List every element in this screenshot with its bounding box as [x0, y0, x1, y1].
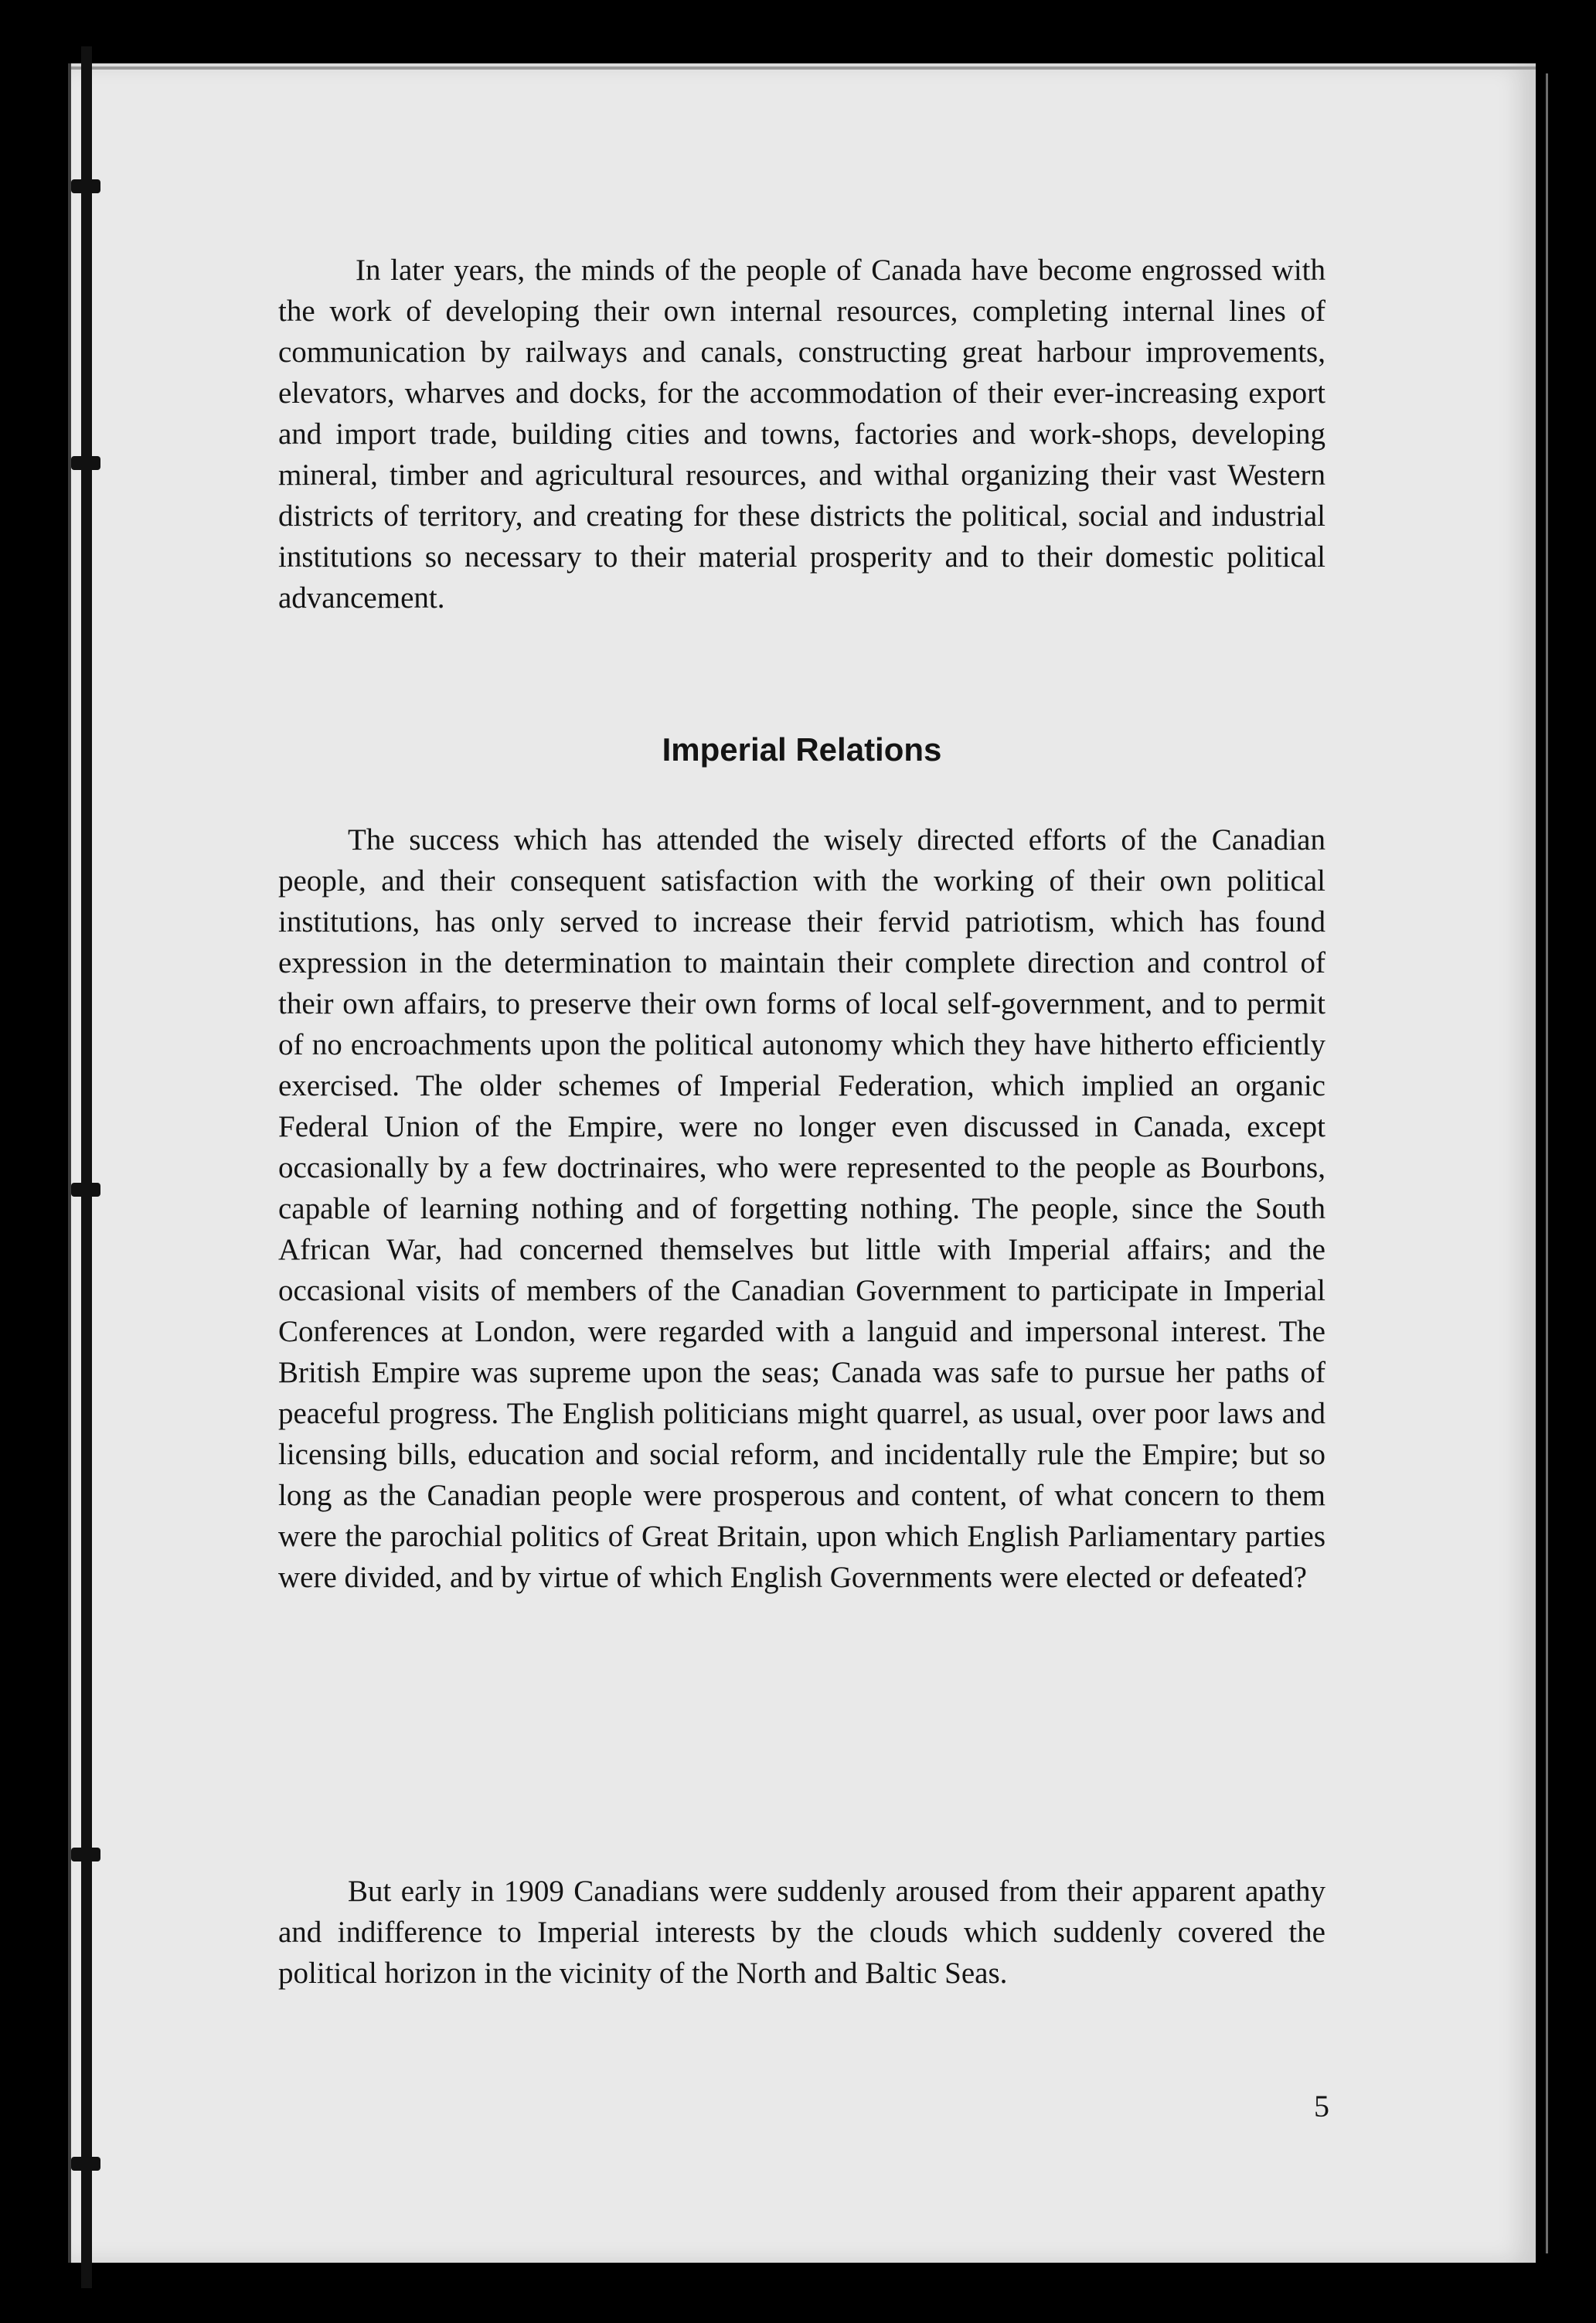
section-heading: Imperial Relations: [662, 731, 942, 768]
binding-staple: [71, 2157, 100, 2171]
binding-cord: [81, 46, 92, 2288]
binding-staple: [71, 1183, 100, 1197]
page-top-edge: [71, 66, 1536, 70]
body-paragraph: But early in 1909 Canadians were suddenly aroused from their apparent apathy and indifference to Imperial interests by the clouds which suddenly covered the political horizon in the vicinity of the North and Baltic Seas.: [278, 1875, 1325, 1990]
binding-staple: [71, 1848, 100, 1861]
page-right-edge: [1546, 73, 1548, 2253]
binding-staple: [71, 179, 100, 193]
page-number: 5: [1314, 2089, 1329, 2124]
body-paragraph: In later years, the minds of the people of Canada have become engrossed with the work of developing their own internal resources, completing internal lines of communication by railways and canals, constructing great harbour improvements, elevators, wharves and docks, for the accommodation of their ever-increasing export and import trade, building cities and towns, factories and work-shops, developing mineral, timber and agricultural resources, and withal organizing their vast Western districts of territory, and creating for these districts the political, social and industrial institutions so necessary to their material prosperity and to their domestic political advancement.: [278, 254, 1325, 615]
binding-staple: [71, 456, 100, 470]
body-paragraph: The success which has attended the wisely directed efforts of the Canadian people, and their consequent satisfaction with the working of their own political institutions, has only served to increase their fervid patriotism, which has found expression in the determination to maintain their complete direction and control of their own affairs, to preserve their own forms of local self-government, and to permit of no encroachments upon the political autonomy which they have hitherto efficiently exercised. The older schemes of Imperial Federation, which implied an organic Federal Union of the Empire, were no longer even discussed in Canada, except occasionally by a few doctrinaires, who were represented to the people as Bourbons, capable of learning nothing and of forgetting nothing. The people, since the South African War, had concerned themselves but little with Imperial affairs; and the occasional visits of members of the Canadian Government to participate in Imperial Conferences at London, were regarded with a languid and impersonal interest. The British Empire was supreme upon the seas; Canada was safe to pursue her paths of peaceful progress. The English politicians might quarrel, as usual, over poor laws and licensing bills, education and social reform, and incidentally rule the Empire; but so long as the Canadian people were prosperous and content, of what concern to them were the parochial politics of Great Britain, upon which English Parliamentary parties were divided, and by virtue of which English Governments were elected or defeated?: [278, 823, 1325, 1594]
